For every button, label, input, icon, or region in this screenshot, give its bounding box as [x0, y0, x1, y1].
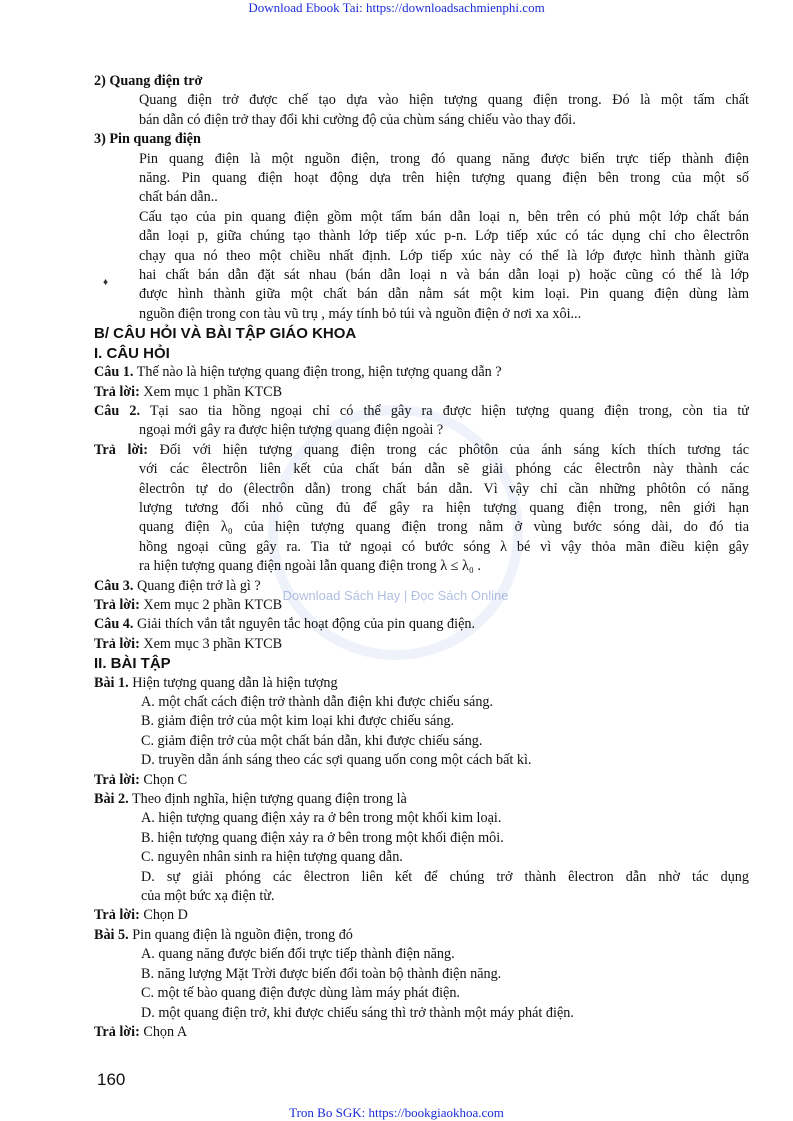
paragraph-line: chất bán dẫn.. [139, 189, 218, 206]
option-a: A. một chất cách điện trở thành dẫn điện khi được chiếu sáng. [141, 694, 494, 710]
option-b: B. giảm điện trở của một kim loại khi được chiếu sáng. [141, 713, 455, 730]
page-number: 160 [97, 1070, 126, 1089]
answer-text: Chọn C [139, 771, 188, 788]
exercise-label: Bài 2. [94, 791, 129, 808]
question-text: Giải thích vắn tắt nguyên tắc hoạt động của pin quang điện. [133, 616, 476, 633]
exercise-text: Hiện tượng quang dẫn là hiện tượng [128, 674, 338, 691]
answer-text: Xem mục 1 phần KTCB [139, 383, 283, 400]
exercise-text: Theo định nghĩa, hiện tượng quang điện trong là [128, 791, 407, 808]
answer-line: quang điện λ₀ của hiện tượng quang điện trong nằm ở vùng bước sóng dài, do đó tia [139, 519, 749, 536]
page-speck: ♦ [103, 277, 109, 288]
answer-text: Chọn D [139, 907, 188, 924]
question-text: Quang điện trở là gì ? [133, 577, 261, 594]
option-b: B. hiện tượng quang điện xảy ra ở bên trong một khối điện môi. [141, 829, 504, 846]
answer-line: với các êlectrôn liên kết của chất bán dẫn sẽ giải phóng các êlectrôn này thành các [139, 461, 749, 478]
answer-line: hồng ngoại cũng gây ra. Tia tử ngoại có bước sóng λ bé vì vậy thỏa mãn điều kiện gây [139, 538, 749, 555]
option-d: D. truyền dẫn ánh sáng theo các sợi quang uốn cong một cách bất kì. [141, 752, 532, 769]
answer-line: ra hiện tượng quang điện ngoài lẫn quang điện trong λ ≤ λ₀ . [139, 558, 481, 575]
question-label: Câu 3. [94, 577, 134, 594]
paragraph-line: nguồn điện trong con tàu vũ trụ , máy tính bỏ túi và nguồn điện ở nơi xa xôi... [139, 305, 582, 322]
answer-label: Trả lời: [94, 771, 140, 788]
exercise-label: Bài 5. [94, 926, 129, 943]
answer-line: lượng tương đối nhỏ cũng đủ để gây ra hiện tượng quang điện trong, nên giới hạn [139, 499, 749, 516]
paragraph-line: chạy qua nó theo một chiều nhất định. Lớp tiếp xúc này có thể là lớp được hình thành giữa [139, 247, 749, 264]
option-d: D. sự giải phóng các êlectron liên kết để chúng trở thành êlectron dẫn nhờ tác dụng [141, 868, 749, 885]
answer-label: Trả lời: [94, 596, 140, 613]
footer-link[interactable]: Tron Bo SGK: https://bookgiaokhoa.com [289, 1105, 504, 1120]
part-heading: II. BÀI TẬP [94, 655, 171, 673]
paragraph-line: Pin quang điện là một nguồn điện, trong đó quang năng được biến trực tiếp thành điện [139, 150, 749, 167]
question-text: Tại sao tia hồng ngoại chỉ có thể gây ra được hiện tượng quang điện trong, còn tia tử [140, 402, 749, 419]
section-title: 2) Quang điện trở [94, 73, 203, 89]
part-heading: B/ CÂU HỎI VÀ BÀI TẬP GIÁO KHOA [94, 325, 357, 343]
option-c: C. giảm điện trở của một chất bán dẫn, khi được chiếu sáng. [141, 732, 483, 749]
question-label: Câu 1. [94, 364, 134, 381]
part-heading: I. CÂU HỎI [94, 344, 170, 362]
paragraph-line: được hình thành giữa một chất bán dẫn nằm sát một kim loại. Pin quang điện dùng làm [139, 286, 749, 303]
paragraph-line: bán dẫn có điện trở thay đổi khi cường độ của chùm sáng chiếu vào thay đổi. [139, 111, 576, 128]
option-c: C. nguyên nhân sinh ra hiện tượng quang dẫn. [141, 849, 403, 866]
option-d-continued: của một bức xạ điện từ. [141, 888, 275, 905]
exercise-label: Bài 1. [94, 674, 129, 691]
option-b: B. năng lượng Mặt Trời được biến đổi toàn bộ thành điện năng. [141, 965, 502, 982]
answer-label: Trả lời: [94, 635, 140, 652]
question-label: Câu 4. [94, 616, 134, 633]
option-a: A. hiện tượng quang điện xảy ra ở bên trong một khối kim loại. [141, 810, 502, 827]
answer-line: êlectrôn tự do (êlectrôn dẫn) trong chất bán dẫn. Vì vậy chỉ cần những phôtôn có năng [139, 480, 749, 497]
answer-label: Trả lời: [94, 441, 148, 458]
answer-text: Đối với hiện tượng quang điện trong các phôtôn của ánh sáng kích thích tương tác [147, 441, 749, 458]
answer-text: Xem mục 2 phần KTCB [139, 596, 283, 613]
section-title: 3) Pin quang điện [94, 131, 201, 148]
paragraph-line: năng. Pin quang điện hoạt động dựa trên hiện tượng quang điện bên trong của một số [139, 170, 749, 187]
question-label: Câu 2. [94, 402, 141, 419]
answer-label: Trả lời: [94, 1023, 140, 1040]
paragraph-line: hai chất bán dẫn đặt sát nhau (bán dẫn loại n và bán dẫn loại p) hoặc cũng có thể là lớp [139, 267, 749, 284]
answer-label: Trả lời: [94, 383, 140, 400]
watermark-text: Download Sách Hay | Đọc Sách Online [282, 588, 509, 603]
answer-text: Chọn A [139, 1023, 188, 1040]
answer-text: Xem mục 3 phần KTCB [139, 635, 283, 652]
question-text: Thế nào là hiện tượng quang điện trong, hiện tượng quang dẫn ? [133, 364, 502, 381]
paragraph-line: Quang điện trở được chế tạo dựa vào hiện tượng quang điện trong. Đó là một tấm chất [139, 92, 749, 109]
paragraph-line: Cấu tạo của pin quang điện gồm một tấm bán dẫn loại n, bên trên có phủ một lớp chất bán [139, 208, 749, 225]
option-a: A. quang năng được biến đổi trực tiếp thành điện năng. [141, 946, 455, 963]
exercise-text: Pin quang điện là nguồn điện, trong đó [128, 926, 353, 943]
answer-label: Trả lời: [94, 907, 140, 924]
option-c: C. một tế bào quang điện được dùng làm máy phát điện. [141, 985, 460, 1002]
question-text: ngoại mới gây ra được hiện tượng quang điện ngoài ? [139, 422, 444, 439]
paragraph-line: dẫn loại p, giữa chúng tạo thành lớp tiếp xúc p-n. Lớp tiếp xúc có tác dụng chỉ cho êlectrôn [139, 228, 749, 245]
option-d: D. một quang điện trở, khi được chiếu sáng thì trở thành một máy phát điện. [141, 1004, 574, 1021]
page-content [94, 72, 749, 1042]
header-link[interactable]: Download Ebook Tai: https://downloadsachmienphi.com [248, 0, 545, 15]
